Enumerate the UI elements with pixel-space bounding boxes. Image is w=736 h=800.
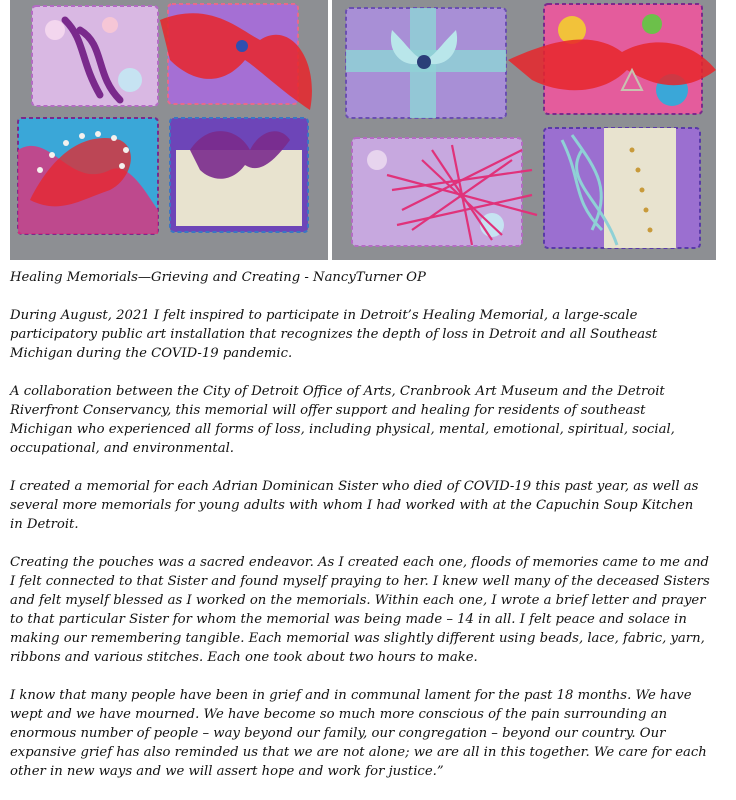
pouches-illustration-left (10, 0, 328, 260)
article-paragraph: I created a memorial for each Adrian Dominican Sister who died of COVID-19 this past year, as well as several more memorials for young adults with whom I had worked with at the Capuchin Soup Kitchen in Detroit. (10, 479, 699, 532)
memorial-pouches-photo-right (332, 0, 716, 260)
article (10, 268, 710, 800)
article-paragraph: I know that many people have been in grief and in communal lament for the past 18 months. We have wept and we have mourned. We have become so much more conscious of the pain surrounding an enormous number of people – way beyond our family, our congregation – beyond our country. Our expansive grief has also reminded us that we are not alone; we are all in this together. We care for each other in new ways and we will assert hope and work for justice.” (10, 688, 707, 779)
article-paragraph: Creating the pouches was a sacred endeavor. As I created each one, floods of memories came to me and I felt connected to that Sister and found myself praying to her. I knew well many of the deceased Sisters and felt myself blessed as I worked on the memorials. Within each one, I wrote a brief letter and prayer to that particular Sister for whom the memorial was being made – 14 in all. I felt peace and solace in making our remembering tangible. Each memorial was slightly different using beads, lace, fabric, yarn, ribbons and various stitches. Each one took about two hours to make. (10, 555, 710, 665)
article-paragraph: A collaboration between the City of Detroit Office of Arts, Cranbrook Art Museum and the Detroit Riverfront Conservancy, this memorial will offer support and healing for residents of southeast Michigan who experienced all forms of loss, including physical, mental, emotional, spiritual, social, occupational, and environmental. (10, 384, 675, 456)
memorial-pouches-photo-left (10, 0, 328, 260)
article-paragraph: During August, 2021 I felt inspired to participate in Detroit’s Healing Memorial, a large-scale participatory public art installation that recognizes the depth of loss in Detroit and all Southeast Michigan during the COVID-19 pandemic. (10, 308, 658, 361)
article-title: Healing Memorials—Grieving and Creating - NancyTurner OP (10, 270, 426, 285)
pouches-illustration-right (332, 0, 716, 260)
